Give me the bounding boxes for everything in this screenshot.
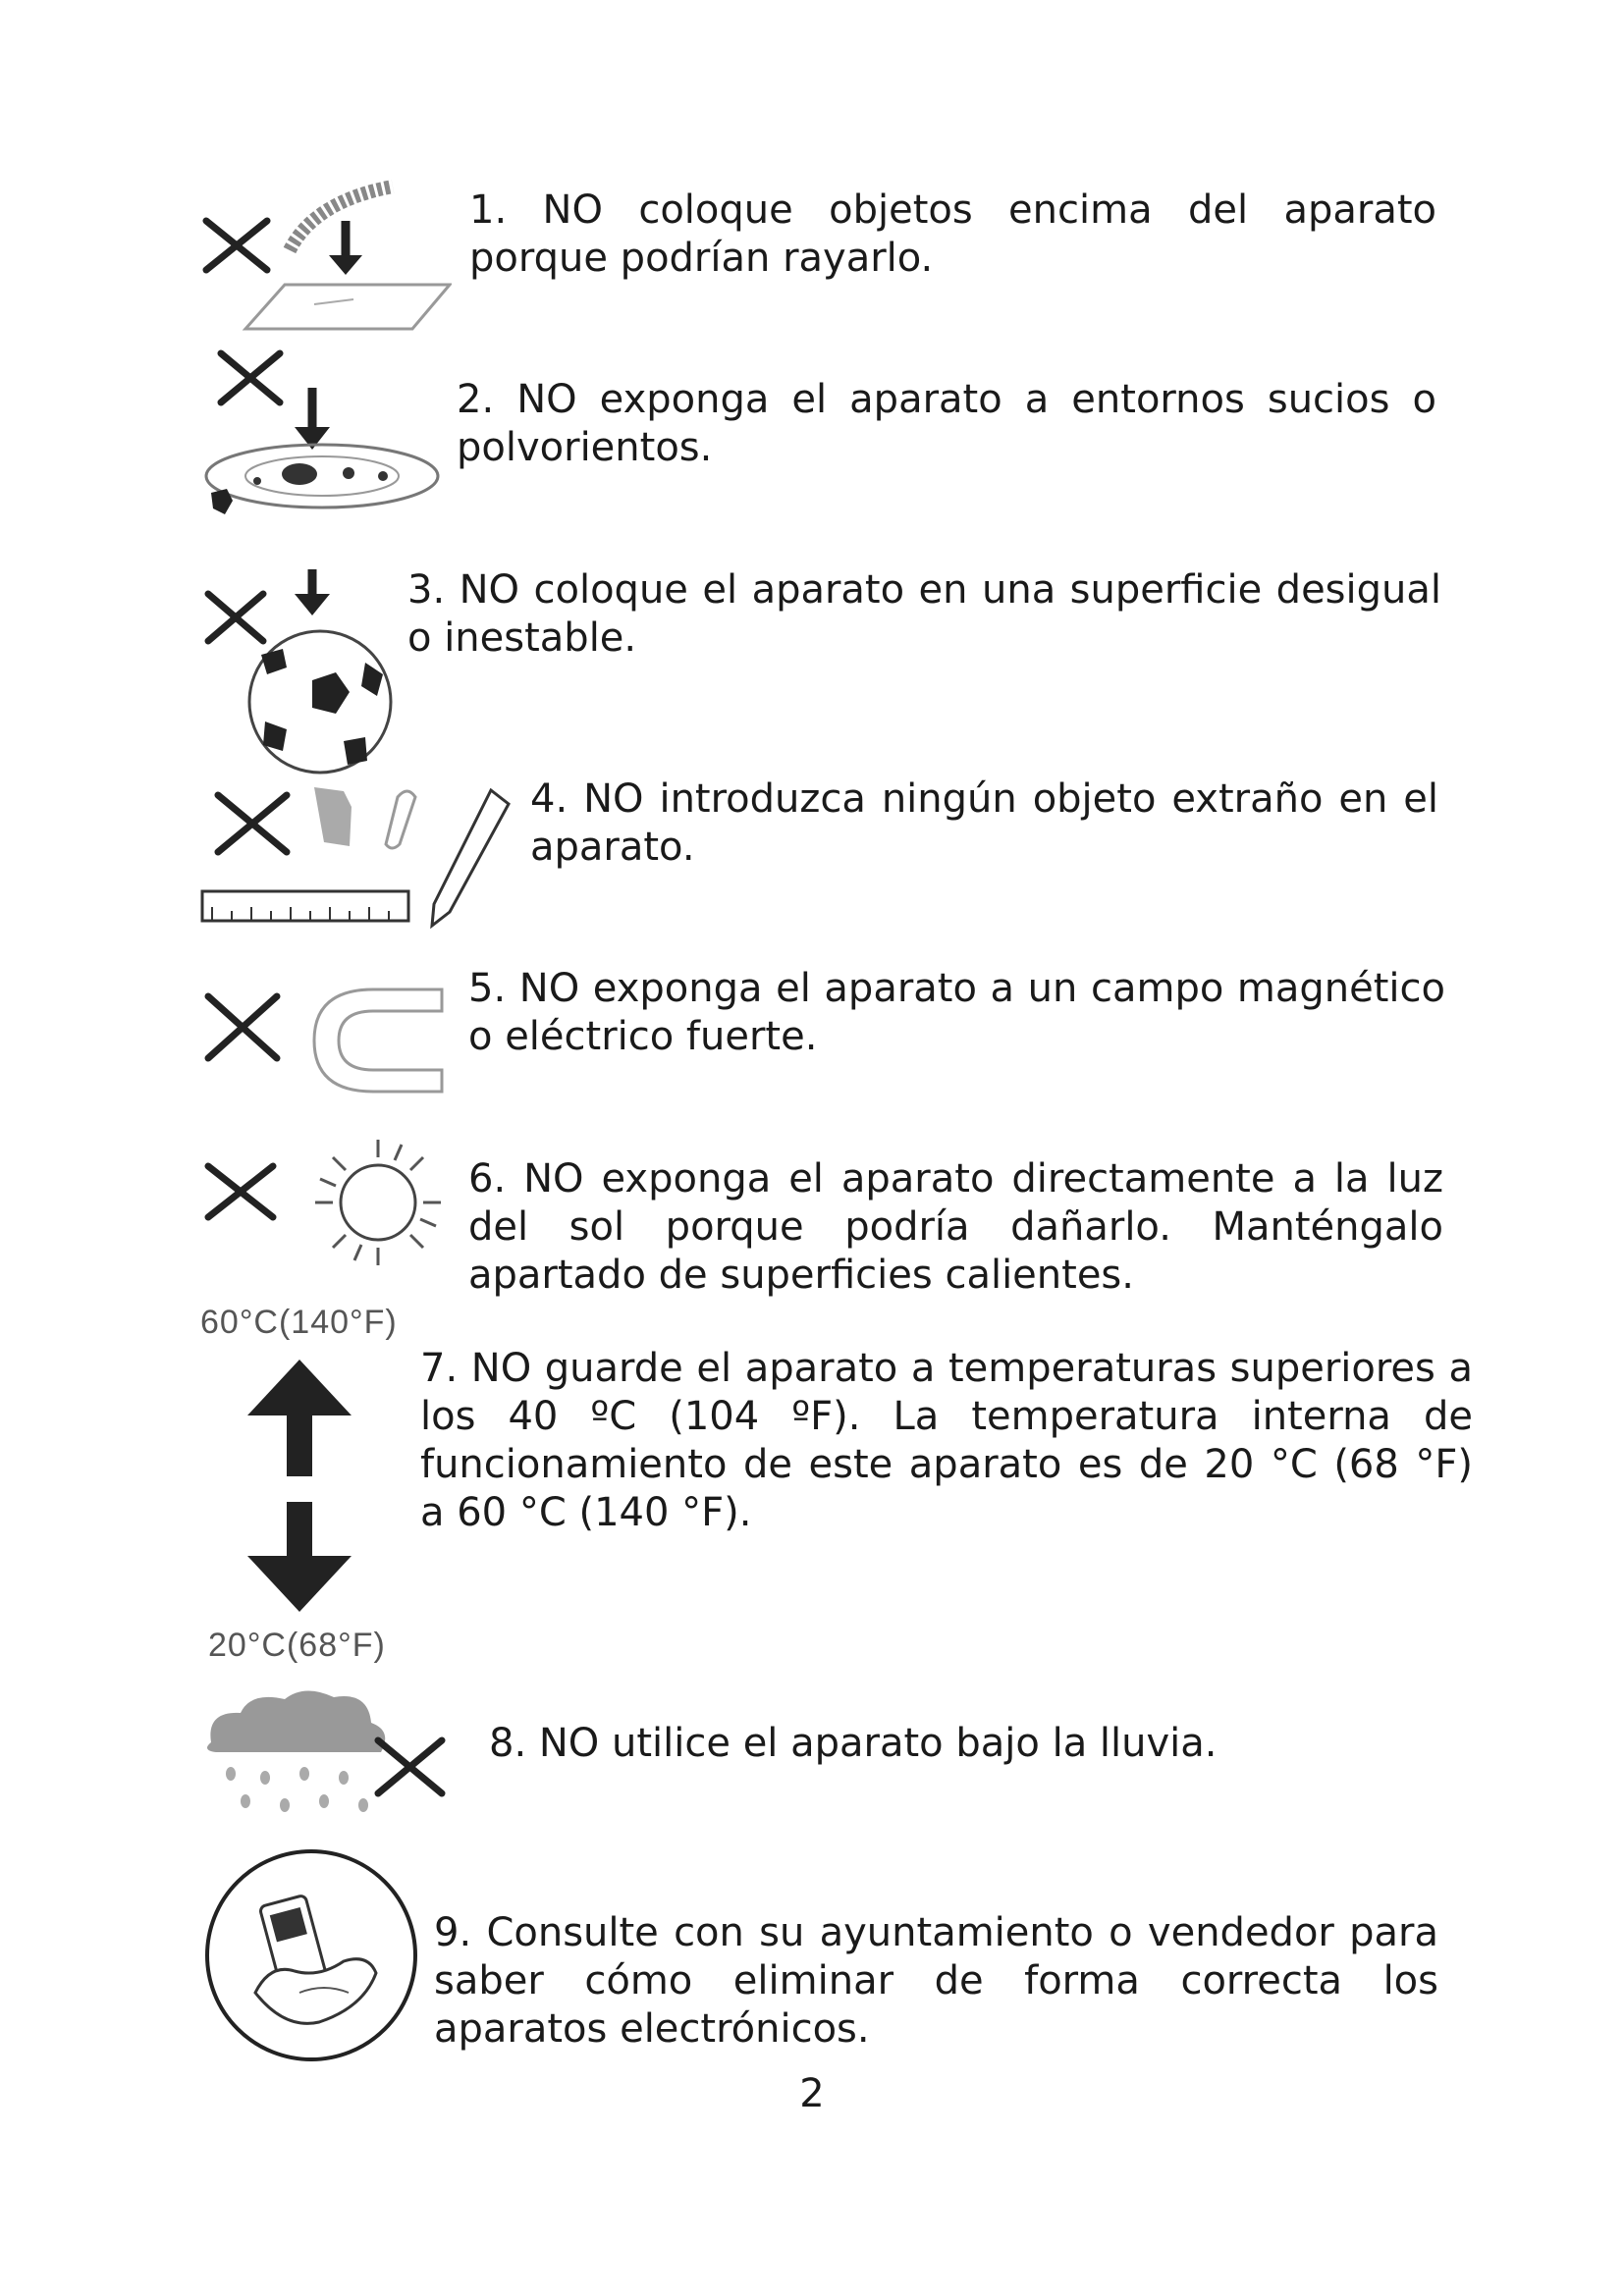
instruction-1-text: 1. NO coloque objetos encima del aparato porque podrían rayarlo.: [469, 187, 1436, 281]
temperature-min-label: 20°C(68°F): [208, 1627, 386, 1664]
dust-warning-icon: [196, 344, 442, 520]
foreign-objects-warning-icon: [196, 775, 520, 933]
page-number: 2: [799, 2071, 825, 2116]
instruction-4-text: 4. NO introduzca ningún objeto extraño en el aparato.: [530, 776, 1438, 870]
uneven-surface-warning-icon: [196, 564, 403, 775]
instruction-8-text: 8. NO utilice el aparato bajo la lluvia.: [489, 1721, 1218, 1766]
sun-warning-icon: [196, 1139, 452, 1286]
instruction-9-text: 9. Consulte con su ayuntamiento o vendedor para saber cómo eliminar de forma correcta los aparatos electrónicos.: [434, 1910, 1438, 2052]
instruction-2-text: 2. NO exponga el aparato a entornos sucios o polvorientos.: [457, 377, 1436, 470]
rain-warning-icon: [196, 1683, 452, 1831]
instruction-7-text: 7. NO guarde el aparato a temperaturas superiores a los 40 ºC (104 ºF). La temperatura interna de funcionamiento de este aparato es de 20 °C (68 °F) a 60 °C (140 °F).: [420, 1346, 1473, 1535]
instruction-3-text: 3. NO coloque el aparato en una superficie desigual o inestable.: [407, 567, 1441, 661]
temperature-range-icon: [244, 1355, 356, 1615]
recycle-device-icon: [201, 1845, 422, 2066]
instruction-5-text: 5. NO exponga el aparato a un campo magnético o eléctrico fuerte.: [468, 966, 1445, 1059]
magnet-warning-icon: [196, 972, 452, 1104]
temperature-max-label: 60°C(140°F): [200, 1304, 398, 1341]
scratch-warning-icon: [196, 177, 452, 334]
instruction-6-text: 6. NO exponga el aparato directamente a la luz del sol porque podría dañarlo. Manténgalo apartado de superficies calientes.: [468, 1156, 1443, 1298]
